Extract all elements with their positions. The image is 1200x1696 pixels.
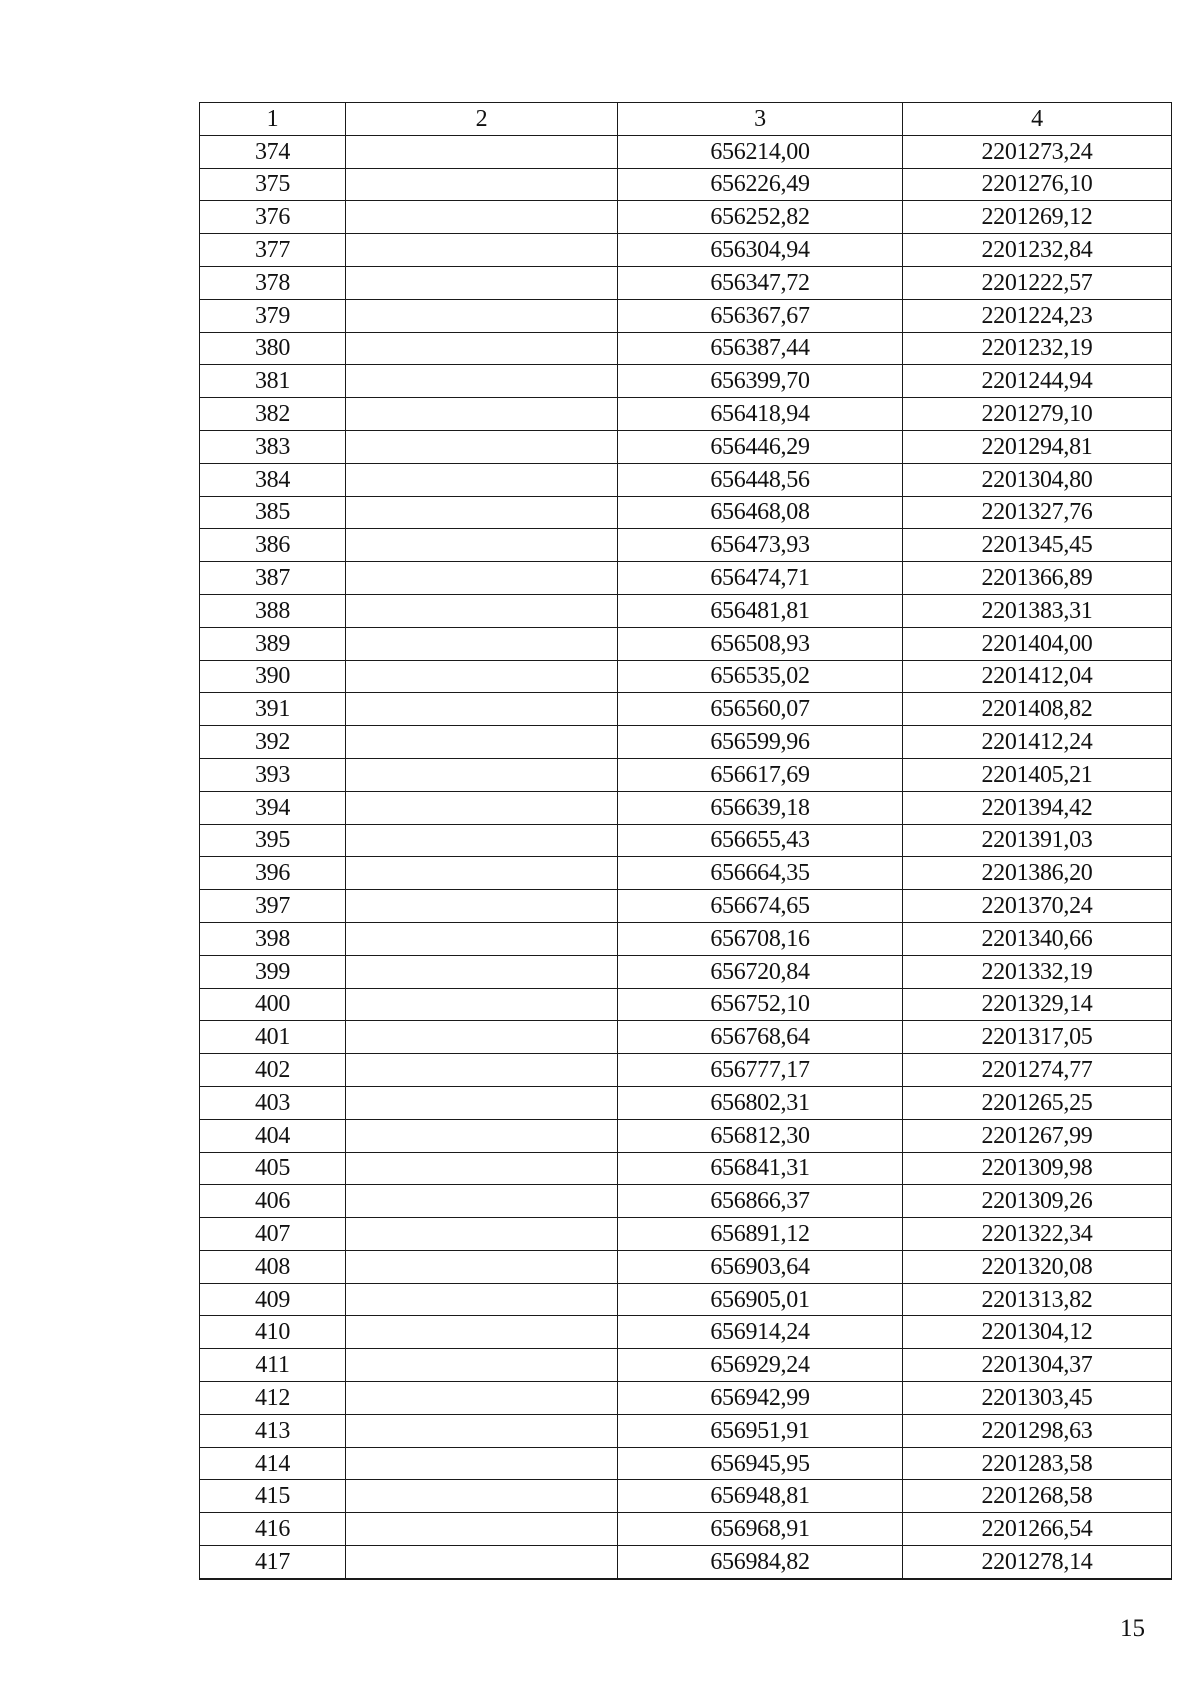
x-coordinate-cell: 656617,69 bbox=[618, 758, 903, 791]
x-coordinate-cell: 656473,93 bbox=[618, 529, 903, 562]
description-cell bbox=[346, 562, 618, 595]
description-cell bbox=[346, 398, 618, 431]
table-row bbox=[200, 1447, 1172, 1480]
x-coordinate-cell: 656664,35 bbox=[618, 857, 903, 890]
y-coordinate-cell: 2201224,23 bbox=[903, 299, 1172, 332]
table-row bbox=[200, 1349, 1172, 1382]
y-coordinate-cell: 2201269,12 bbox=[903, 201, 1172, 234]
x-coordinate-cell: 656599,96 bbox=[618, 726, 903, 759]
description-cell bbox=[346, 266, 618, 299]
table-row bbox=[200, 562, 1172, 595]
table-row bbox=[200, 922, 1172, 955]
y-coordinate-cell: 2201313,82 bbox=[903, 1283, 1172, 1316]
description-cell bbox=[346, 955, 618, 988]
y-coordinate-cell: 2201273,24 bbox=[903, 135, 1172, 168]
description-cell bbox=[346, 1382, 618, 1415]
table-row bbox=[200, 332, 1172, 365]
description-cell bbox=[346, 726, 618, 759]
description-cell bbox=[346, 529, 618, 562]
table-row bbox=[200, 266, 1172, 299]
y-coordinate-cell: 2201345,45 bbox=[903, 529, 1172, 562]
point-number-cell: 394 bbox=[200, 791, 346, 824]
description-cell bbox=[346, 1283, 618, 1316]
description-cell bbox=[346, 168, 618, 201]
description-cell bbox=[346, 693, 618, 726]
table-row bbox=[200, 1152, 1172, 1185]
point-number-cell: 411 bbox=[200, 1349, 346, 1382]
table-row bbox=[200, 1480, 1172, 1513]
point-number-cell: 398 bbox=[200, 922, 346, 955]
table-row bbox=[200, 398, 1172, 431]
table-row bbox=[200, 201, 1172, 234]
x-coordinate-cell: 656481,81 bbox=[618, 594, 903, 627]
point-number-cell: 407 bbox=[200, 1218, 346, 1251]
x-coordinate-cell: 656948,81 bbox=[618, 1480, 903, 1513]
x-coordinate-cell: 656752,10 bbox=[618, 988, 903, 1021]
table-row bbox=[200, 1218, 1172, 1251]
point-number-cell: 408 bbox=[200, 1250, 346, 1283]
point-number-cell: 388 bbox=[200, 594, 346, 627]
y-coordinate-cell: 2201366,89 bbox=[903, 562, 1172, 595]
point-number-cell: 416 bbox=[200, 1513, 346, 1546]
x-coordinate-cell: 656446,29 bbox=[618, 430, 903, 463]
table-row bbox=[200, 168, 1172, 201]
x-coordinate-cell: 656720,84 bbox=[618, 955, 903, 988]
description-cell bbox=[346, 1513, 618, 1546]
description-cell bbox=[346, 1119, 618, 1152]
point-number-cell: 375 bbox=[200, 168, 346, 201]
point-number-cell: 413 bbox=[200, 1414, 346, 1447]
y-coordinate-cell: 2201232,84 bbox=[903, 234, 1172, 267]
y-coordinate-cell: 2201267,99 bbox=[903, 1119, 1172, 1152]
coordinates-table bbox=[199, 102, 1172, 1580]
x-coordinate-cell: 656905,01 bbox=[618, 1283, 903, 1316]
y-coordinate-cell: 2201322,34 bbox=[903, 1218, 1172, 1251]
description-cell bbox=[346, 1316, 618, 1349]
point-number-cell: 383 bbox=[200, 430, 346, 463]
point-number-cell: 389 bbox=[200, 627, 346, 660]
point-number-cell: 401 bbox=[200, 1021, 346, 1054]
y-coordinate-cell: 2201327,76 bbox=[903, 496, 1172, 529]
x-coordinate-cell: 656891,12 bbox=[618, 1218, 903, 1251]
description-cell bbox=[346, 496, 618, 529]
table-row bbox=[200, 758, 1172, 791]
y-coordinate-cell: 2201304,12 bbox=[903, 1316, 1172, 1349]
y-coordinate-cell: 2201309,26 bbox=[903, 1185, 1172, 1218]
y-coordinate-cell: 2201404,00 bbox=[903, 627, 1172, 660]
table-row bbox=[200, 988, 1172, 1021]
x-coordinate-cell: 656655,43 bbox=[618, 824, 903, 857]
description-cell bbox=[346, 365, 618, 398]
table-body bbox=[200, 135, 1172, 1579]
y-coordinate-cell: 2201298,63 bbox=[903, 1414, 1172, 1447]
point-number-cell: 378 bbox=[200, 266, 346, 299]
description-cell bbox=[346, 857, 618, 890]
y-coordinate-cell: 2201304,80 bbox=[903, 463, 1172, 496]
point-number-cell: 382 bbox=[200, 398, 346, 431]
y-coordinate-cell: 2201283,58 bbox=[903, 1447, 1172, 1480]
y-coordinate-cell: 2201383,31 bbox=[903, 594, 1172, 627]
point-number-cell: 403 bbox=[200, 1086, 346, 1119]
point-number-cell: 400 bbox=[200, 988, 346, 1021]
x-coordinate-cell: 656812,30 bbox=[618, 1119, 903, 1152]
table-row bbox=[200, 955, 1172, 988]
x-coordinate-cell: 656387,44 bbox=[618, 332, 903, 365]
x-coordinate-cell: 656367,67 bbox=[618, 299, 903, 332]
y-coordinate-cell: 2201386,20 bbox=[903, 857, 1172, 890]
table-row bbox=[200, 1119, 1172, 1152]
table-row bbox=[200, 1054, 1172, 1087]
x-coordinate-cell: 656226,49 bbox=[618, 168, 903, 201]
table-row bbox=[200, 299, 1172, 332]
table-row bbox=[200, 496, 1172, 529]
table-row bbox=[200, 660, 1172, 693]
x-coordinate-cell: 656945,95 bbox=[618, 1447, 903, 1480]
description-cell bbox=[346, 430, 618, 463]
x-coordinate-cell: 656951,91 bbox=[618, 1414, 903, 1447]
description-cell bbox=[346, 791, 618, 824]
table-row bbox=[200, 1316, 1172, 1349]
description-cell bbox=[346, 1250, 618, 1283]
point-number-cell: 381 bbox=[200, 365, 346, 398]
y-coordinate-cell: 2201320,08 bbox=[903, 1250, 1172, 1283]
description-cell bbox=[346, 758, 618, 791]
x-coordinate-cell: 656802,31 bbox=[618, 1086, 903, 1119]
description-cell bbox=[346, 1185, 618, 1218]
y-coordinate-cell: 2201370,24 bbox=[903, 890, 1172, 923]
table-row bbox=[200, 726, 1172, 759]
point-number-cell: 399 bbox=[200, 955, 346, 988]
table-row bbox=[200, 1513, 1172, 1546]
y-coordinate-cell: 2201268,58 bbox=[903, 1480, 1172, 1513]
description-cell bbox=[346, 135, 618, 168]
point-number-cell: 379 bbox=[200, 299, 346, 332]
y-coordinate-cell: 2201278,14 bbox=[903, 1546, 1172, 1579]
x-coordinate-cell: 656560,07 bbox=[618, 693, 903, 726]
description-cell bbox=[346, 1021, 618, 1054]
y-coordinate-cell: 2201232,19 bbox=[903, 332, 1172, 365]
y-coordinate-cell: 2201412,04 bbox=[903, 660, 1172, 693]
column-header-3: 3 bbox=[618, 103, 903, 136]
y-coordinate-cell: 2201244,94 bbox=[903, 365, 1172, 398]
point-number-cell: 414 bbox=[200, 1447, 346, 1480]
point-number-cell: 386 bbox=[200, 529, 346, 562]
x-coordinate-cell: 656252,82 bbox=[618, 201, 903, 234]
y-coordinate-cell: 2201329,14 bbox=[903, 988, 1172, 1021]
point-number-cell: 402 bbox=[200, 1054, 346, 1087]
description-cell bbox=[346, 922, 618, 955]
y-coordinate-cell: 2201303,45 bbox=[903, 1382, 1172, 1415]
y-coordinate-cell: 2201265,25 bbox=[903, 1086, 1172, 1119]
y-coordinate-cell: 2201276,10 bbox=[903, 168, 1172, 201]
point-number-cell: 390 bbox=[200, 660, 346, 693]
page-number: 15 bbox=[1120, 1615, 1145, 1642]
x-coordinate-cell: 656347,72 bbox=[618, 266, 903, 299]
y-coordinate-cell: 2201391,03 bbox=[903, 824, 1172, 857]
point-number-cell: 406 bbox=[200, 1185, 346, 1218]
point-number-cell: 376 bbox=[200, 201, 346, 234]
table-row bbox=[200, 627, 1172, 660]
y-coordinate-cell: 2201274,77 bbox=[903, 1054, 1172, 1087]
point-number-cell: 393 bbox=[200, 758, 346, 791]
description-cell bbox=[346, 824, 618, 857]
table-row bbox=[200, 857, 1172, 890]
table-row bbox=[200, 890, 1172, 923]
point-number-cell: 384 bbox=[200, 463, 346, 496]
description-cell bbox=[346, 299, 618, 332]
point-number-cell: 391 bbox=[200, 693, 346, 726]
description-cell bbox=[346, 988, 618, 1021]
y-coordinate-cell: 2201309,98 bbox=[903, 1152, 1172, 1185]
description-cell bbox=[346, 660, 618, 693]
point-number-cell: 385 bbox=[200, 496, 346, 529]
point-number-cell: 415 bbox=[200, 1480, 346, 1513]
table-row bbox=[200, 824, 1172, 857]
point-number-cell: 380 bbox=[200, 332, 346, 365]
y-coordinate-cell: 2201279,10 bbox=[903, 398, 1172, 431]
x-coordinate-cell: 656942,99 bbox=[618, 1382, 903, 1415]
point-number-cell: 396 bbox=[200, 857, 346, 890]
table-row bbox=[200, 430, 1172, 463]
y-coordinate-cell: 2201294,81 bbox=[903, 430, 1172, 463]
x-coordinate-cell: 656474,71 bbox=[618, 562, 903, 595]
x-coordinate-cell: 656708,16 bbox=[618, 922, 903, 955]
x-coordinate-cell: 656768,64 bbox=[618, 1021, 903, 1054]
y-coordinate-cell: 2201412,24 bbox=[903, 726, 1172, 759]
description-cell bbox=[346, 1218, 618, 1251]
description-cell bbox=[346, 1086, 618, 1119]
x-coordinate-cell: 656418,94 bbox=[618, 398, 903, 431]
table-row bbox=[200, 1250, 1172, 1283]
x-coordinate-cell: 656929,24 bbox=[618, 1349, 903, 1382]
point-number-cell: 392 bbox=[200, 726, 346, 759]
description-cell bbox=[346, 1414, 618, 1447]
table-row bbox=[200, 1185, 1172, 1218]
y-coordinate-cell: 2201408,82 bbox=[903, 693, 1172, 726]
column-header-4: 4 bbox=[903, 103, 1172, 136]
table-row bbox=[200, 529, 1172, 562]
description-cell bbox=[346, 201, 618, 234]
table-header-row bbox=[200, 103, 1172, 136]
table-row bbox=[200, 1283, 1172, 1316]
point-number-cell: 409 bbox=[200, 1283, 346, 1316]
table-row bbox=[200, 135, 1172, 168]
description-cell bbox=[346, 890, 618, 923]
x-coordinate-cell: 656903,64 bbox=[618, 1250, 903, 1283]
table-row bbox=[200, 1086, 1172, 1119]
y-coordinate-cell: 2201340,66 bbox=[903, 922, 1172, 955]
table-row bbox=[200, 1382, 1172, 1415]
x-coordinate-cell: 656866,37 bbox=[618, 1185, 903, 1218]
description-cell bbox=[346, 1054, 618, 1087]
point-number-cell: 410 bbox=[200, 1316, 346, 1349]
x-coordinate-cell: 656674,65 bbox=[618, 890, 903, 923]
x-coordinate-cell: 656841,31 bbox=[618, 1152, 903, 1185]
point-number-cell: 395 bbox=[200, 824, 346, 857]
x-coordinate-cell: 656914,24 bbox=[618, 1316, 903, 1349]
x-coordinate-cell: 656535,02 bbox=[618, 660, 903, 693]
description-cell bbox=[346, 234, 618, 267]
y-coordinate-cell: 2201304,37 bbox=[903, 1349, 1172, 1382]
table-row bbox=[200, 234, 1172, 267]
table-row bbox=[200, 791, 1172, 824]
x-coordinate-cell: 656304,94 bbox=[618, 234, 903, 267]
y-coordinate-cell: 2201266,54 bbox=[903, 1513, 1172, 1546]
column-header-2: 2 bbox=[346, 103, 618, 136]
description-cell bbox=[346, 627, 618, 660]
table-row bbox=[200, 365, 1172, 398]
description-cell bbox=[346, 594, 618, 627]
y-coordinate-cell: 2201317,05 bbox=[903, 1021, 1172, 1054]
point-number-cell: 374 bbox=[200, 135, 346, 168]
x-coordinate-cell: 656639,18 bbox=[618, 791, 903, 824]
x-coordinate-cell: 656984,82 bbox=[618, 1546, 903, 1579]
x-coordinate-cell: 656399,70 bbox=[618, 365, 903, 398]
description-cell bbox=[346, 1152, 618, 1185]
description-cell bbox=[346, 1546, 618, 1579]
table-row bbox=[200, 1546, 1172, 1579]
table-row bbox=[200, 594, 1172, 627]
x-coordinate-cell: 656468,08 bbox=[618, 496, 903, 529]
description-cell bbox=[346, 1480, 618, 1513]
y-coordinate-cell: 2201222,57 bbox=[903, 266, 1172, 299]
table-row bbox=[200, 1414, 1172, 1447]
y-coordinate-cell: 2201332,19 bbox=[903, 955, 1172, 988]
description-cell bbox=[346, 1447, 618, 1480]
point-number-cell: 404 bbox=[200, 1119, 346, 1152]
point-number-cell: 387 bbox=[200, 562, 346, 595]
x-coordinate-cell: 656448,56 bbox=[618, 463, 903, 496]
point-number-cell: 412 bbox=[200, 1382, 346, 1415]
x-coordinate-cell: 656777,17 bbox=[618, 1054, 903, 1087]
point-number-cell: 417 bbox=[200, 1546, 346, 1579]
point-number-cell: 397 bbox=[200, 890, 346, 923]
y-coordinate-cell: 2201405,21 bbox=[903, 758, 1172, 791]
x-coordinate-cell: 656968,91 bbox=[618, 1513, 903, 1546]
point-number-cell: 405 bbox=[200, 1152, 346, 1185]
column-header-1: 1 bbox=[200, 103, 346, 136]
x-coordinate-cell: 656214,00 bbox=[618, 135, 903, 168]
y-coordinate-cell: 2201394,42 bbox=[903, 791, 1172, 824]
table-row bbox=[200, 1021, 1172, 1054]
description-cell bbox=[346, 463, 618, 496]
table-row bbox=[200, 693, 1172, 726]
x-coordinate-cell: 656508,93 bbox=[618, 627, 903, 660]
table-row bbox=[200, 463, 1172, 496]
description-cell bbox=[346, 1349, 618, 1382]
description-cell bbox=[346, 332, 618, 365]
point-number-cell: 377 bbox=[200, 234, 346, 267]
